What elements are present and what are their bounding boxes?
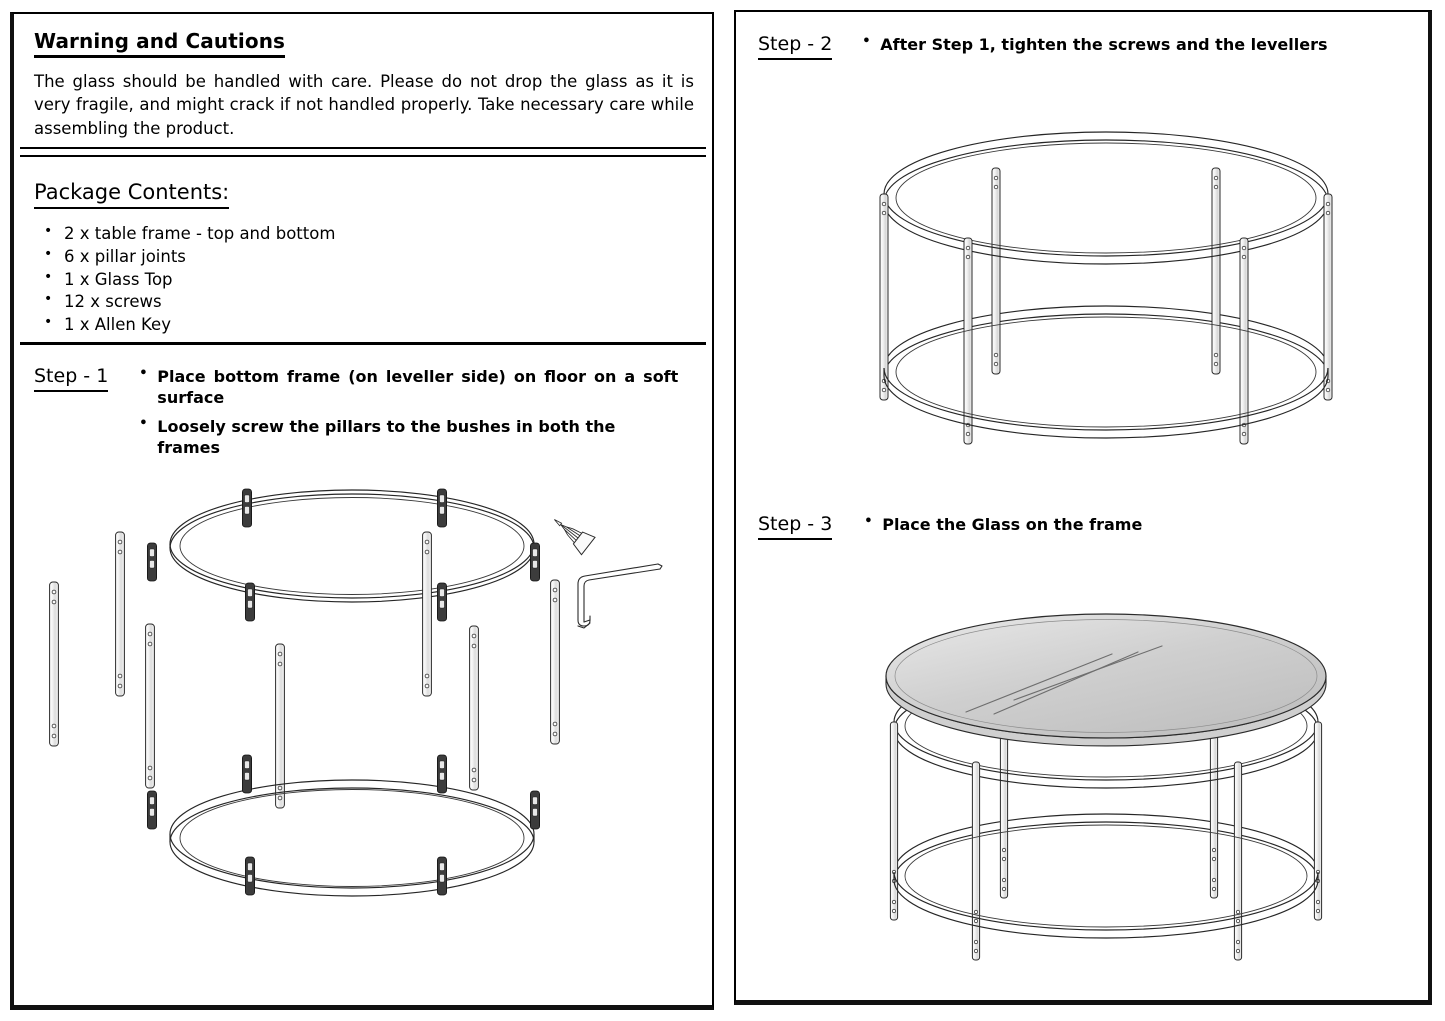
list-item: • Place bottom frame (on leveller side) on floor on a soft surface [133,366,678,409]
step-2-bullets [856,34,1401,55]
step-3-header [758,514,1408,540]
list-item: • 1 x Allen Key [34,314,694,337]
package-contents-list [34,223,694,337]
package-contents-heading: Package Contents: [34,180,229,209]
left-page-panel [10,12,714,1010]
step-2-header [758,34,1408,60]
pillars-front [890,722,1321,960]
right-page-panel [734,10,1432,1005]
bottom-frame-ring [170,780,534,896]
section-divider-package [20,342,706,345]
step-3-bullets [858,514,1403,535]
step-1-header [34,366,699,458]
step-1-bullets [133,366,678,458]
bottom-frame-ring-front [884,317,1328,438]
section-divider-warning [20,147,706,157]
bottom-frame-ring-back [884,306,1328,376]
step-2-label: Step - 2 [758,34,832,60]
pillars-front [880,194,1332,444]
list-item: • 12 x screws [34,291,694,314]
warning-text: The glass should be handled with care. Please do not drop the glass as it is very fragile, and might crack if not handled properly. Take necessary care while assembling the product. [34,72,694,138]
step-3-label: Step - 3 [758,514,832,540]
package-contents-section [34,180,694,337]
bottom-frame-ring-back [894,814,1318,880]
step-1-label: Step - 1 [34,366,108,392]
top-frame-ring [884,132,1328,264]
bottom-frame-ring-front [894,825,1318,938]
step-3-figure [846,604,1366,934]
step-2-figure [846,132,1366,422]
warning-section [34,30,694,140]
pillars-back [992,168,1220,374]
top-frame-ring [170,490,534,602]
allen-key-icon [578,564,662,628]
list-item: • 1 x Glass Top [34,269,694,292]
top-frame-bushes [147,489,539,621]
pillars-detached [50,532,560,808]
glass-top [886,614,1326,746]
list-item: • Place the Glass on the frame [858,514,1403,535]
step-1-figure [22,476,682,916]
list-item: • 6 x pillar joints [34,246,694,269]
list-item: • After Step 1, tighten the screws and the levellers [856,34,1401,55]
warning-heading: Warning and Cautions [34,30,285,58]
screw-icon [548,511,595,555]
list-item: • 2 x table frame - top and bottom [34,223,694,246]
list-item: • Loosely screw the pillars to the bushes in both the frames [133,416,678,459]
